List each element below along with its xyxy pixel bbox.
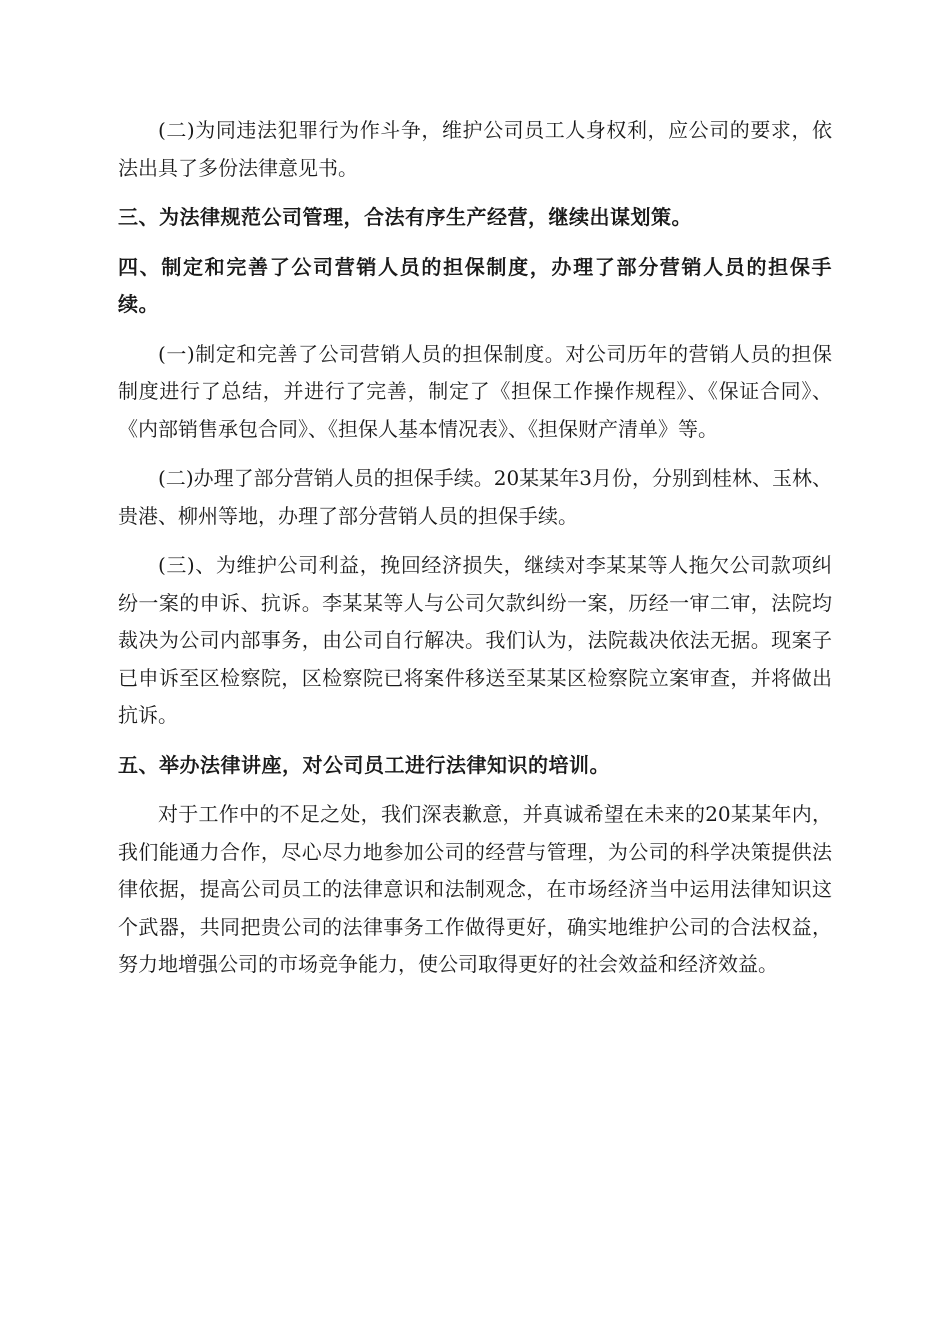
paragraph-4-1: (一)制定和完善了公司营销人员的担保制度。对公司历年的营销人员的担保制度进行了总结，并进行了完善，制定了《担保工作操作规程》、《保证合同》、《内部销售承包合同》、《担保人基本情况表》、《担保财产清单》等。 bbox=[118, 341, 832, 441]
document-body bbox=[118, 112, 832, 996]
paragraph-4-3: (三)、为维护公司利益，挽回经济损失，继续对李某某等人拖欠公司款项纠纷一案的申诉、抗诉。李某某等人与公司欠款纠纷一案，历经一审二审，法院均裁决为公司内部事务，由公司自行解决。我们认为，法院裁决依法无据。现案子已申诉至区检察院，区检察院已将案件移送至某某区检察院立案审查，并将做出抗诉。 bbox=[118, 553, 832, 727]
section-heading-4: 四、制定和完善了公司营销人员的担保制度，办理了部分营销人员的担保手续。 bbox=[118, 254, 832, 316]
section-heading-3: 三、为法律规范公司管理，合法有序生产经营，继续出谋划策。 bbox=[118, 205, 692, 229]
paragraph-2-2: (二)为同违法犯罪行为作斗争，维护公司员工人身权利，应公司的要求，依法出具了多份法律意见书。 bbox=[118, 118, 832, 180]
closing-paragraph: 对于工作中的不足之处，我们深表歉意，并真诚希望在未来的20某某年内，我们能通力合作，尽心尽力地参加公司的经营与管理，为公司的科学决策提供法律依据，提高公司员工的法律意识和法制观念，在市场经济当中运用法律知识这个武器，共同把贵公司的法律事务工作做得更好，确实地维护公司的合法权益，努力地增强公司的市场竞争能力，使公司取得更好的社会效益和经济效益。 bbox=[118, 802, 832, 976]
section-heading-5: 五、举办法律讲座，对公司员工进行法律知识的培训。 bbox=[118, 752, 610, 777]
paragraph-4-2: (二)办理了部分营销人员的担保手续。20某某年3月份，分别到桂林、玉林、贵港、柳州等地，办理了部分营销人员的担保手续。 bbox=[118, 466, 832, 528]
